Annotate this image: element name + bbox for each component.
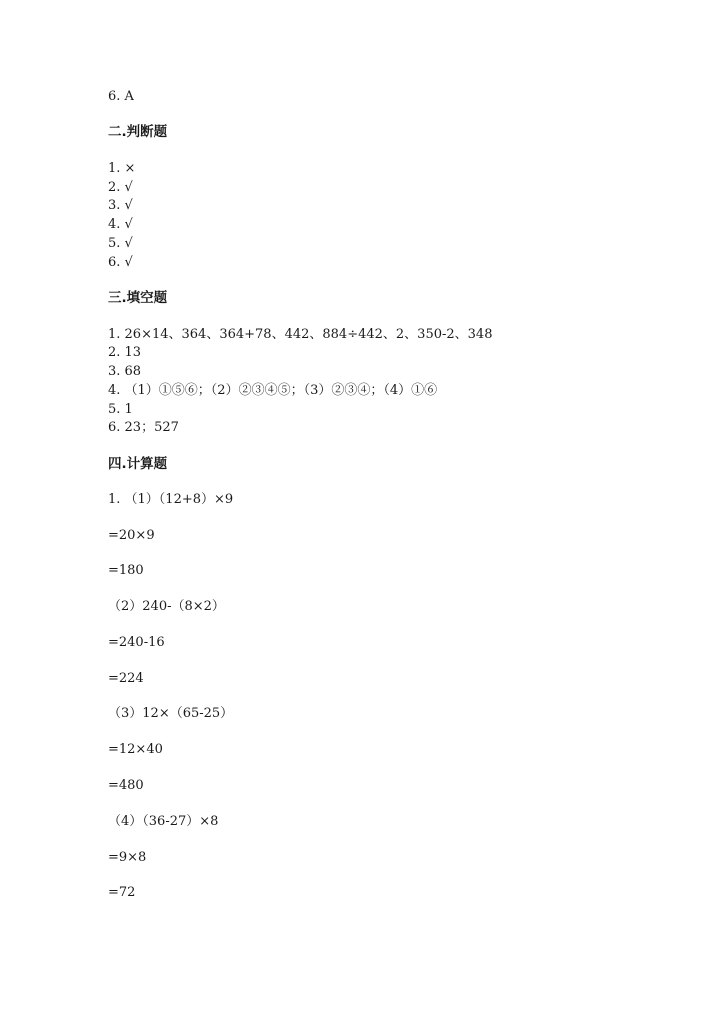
calculation-step: =480 bbox=[108, 778, 144, 793]
calculation-step: （3）12×（65-25） bbox=[108, 706, 234, 721]
fill-blank-answer: 6. 23；527 bbox=[108, 420, 179, 435]
section-heading-calculation: 四.计算题 bbox=[108, 456, 168, 472]
fill-blank-answer: 4. （1）①⑤⑥；（2）②③④⑤；（3）②③④；（4）①⑥ bbox=[108, 383, 438, 398]
calculation-step: （2）240-（8×2） bbox=[108, 599, 225, 614]
calculation-step: =72 bbox=[108, 885, 136, 900]
fill-blank-answer: 5. 1 bbox=[108, 402, 133, 417]
choice-answer-6: 6. A bbox=[108, 89, 134, 104]
calculation-step: =224 bbox=[108, 671, 144, 686]
section-heading-judgement: 二.判断题 bbox=[108, 124, 168, 140]
judgement-answer: 3. √ bbox=[108, 198, 133, 213]
calculation-step: =9×8 bbox=[108, 850, 147, 865]
judgement-answer: 6. √ bbox=[108, 255, 133, 270]
calculation-step: （4）（36-27）×8 bbox=[108, 814, 219, 829]
calculation-step: =180 bbox=[108, 563, 144, 578]
judgement-answer: 4. √ bbox=[108, 217, 133, 232]
judgement-answer: 2. √ bbox=[108, 180, 133, 195]
fill-blank-answer: 1. 26×14、364、364+78、442、884÷442、2、350-2、348 bbox=[108, 327, 493, 342]
fill-blank-answer: 3. 68 bbox=[108, 364, 142, 379]
fill-blank-answer: 2. 13 bbox=[108, 345, 142, 360]
calculation-step: =240-16 bbox=[108, 635, 165, 650]
calculation-step: =12×40 bbox=[108, 742, 163, 757]
calculation-step: 1. （1）（12+8）×9 bbox=[108, 492, 234, 507]
calculation-step: =20×9 bbox=[108, 528, 155, 543]
judgement-answer: 5. √ bbox=[108, 236, 133, 251]
section-heading-fill-blank: 三.填空题 bbox=[108, 290, 168, 306]
judgement-answer: 1. × bbox=[108, 161, 136, 176]
